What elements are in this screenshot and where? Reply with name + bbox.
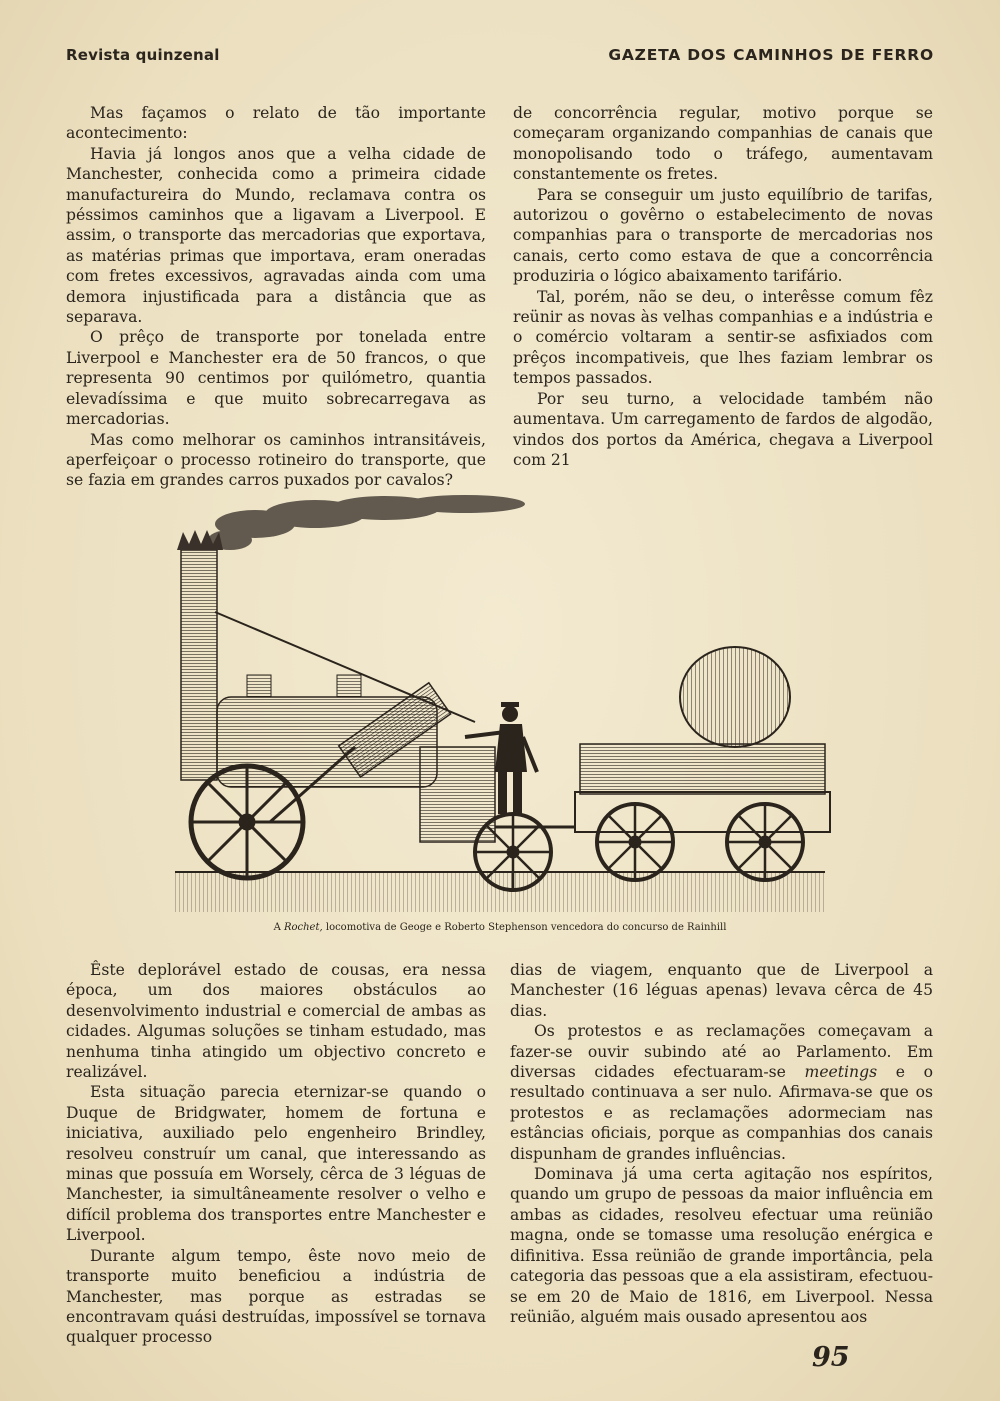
paragraph-text: Os protestos e as reclamações começavam a fazer-se ouvir subindo até ao Parlamento. Em diversas cidades efectuaram-se	[510, 1022, 933, 1082]
paragraph: Por seu turno, a velocidade também não aumentava. Um carregamento de fardos de algodão, vindos dos portos da América, chegava a Liverpool com 21	[513, 389, 933, 469]
paragraph: Êste deplorável estado de cousas, era nessa época, um dos maiores obstáculos ao desenvolvimento industrial e comercial de ambas as cidades. Algumas soluções se tinham estudado, mas nenhuma tinha atingido um objectivo concreto e realizável.	[66, 961, 486, 1082]
boiler	[215, 612, 495, 842]
tender-wagon	[495, 647, 830, 832]
column-bottom-right	[510, 960, 933, 1327]
locomotive-engraving	[175, 492, 835, 918]
header-right: GAZETA DOS CAMINHOS DE FERRO	[608, 46, 934, 64]
caption-italic: Rochet,	[283, 922, 323, 933]
rear-wheel	[475, 814, 551, 890]
paragraph: dias de viagem, enquanto que de Liverpool a Manchester (16 léguas apenas) levava cêrca de 45 dias.	[510, 961, 933, 1020]
column-top-right	[513, 103, 933, 470]
header-left: Revista quinzenal	[66, 46, 220, 64]
paragraph: Para se conseguir um justo equilíbrio de tarifas, autorizou o govêrno o estabelecimento de novas companhias para o transporte de mercadorias nos canais, certo como estava de que a concorrência produziria o lógico abaixamento tarifário.	[513, 185, 933, 286]
figure-caption	[140, 922, 860, 933]
caption-rest: locomotiva de Geoge e Roberto Stephenson vencedora do concurso de Rainhill	[322, 922, 727, 933]
emphasis-meetings: meetings	[804, 1063, 878, 1082]
column-top-left	[66, 103, 486, 491]
caption-prefix: A	[273, 922, 284, 933]
paragraph: Mas como melhorar os caminhos intransitáveis, aperfeiçoar o processo rotineiro do transporte, que se fazia em grandes carros puxados por cavalos?	[66, 430, 486, 490]
running-header	[66, 46, 934, 70]
column-bottom-left	[66, 960, 486, 1348]
ground	[175, 872, 825, 912]
paragraph: Durante algum tempo, êste novo meio de transporte muito beneficiou a indústria de Manchester, mas porque as estradas se encontravam quási destruídas, impossível se tornava qualquer processo	[66, 1246, 486, 1347]
paragraph-text: e o resultado continuava a ser nulo. Afirmava-se que os protestos e as reclamações adormeciam nas estâncias oficiais, porque as companhias dos canais dispunham de grandes influências.	[510, 1063, 934, 1163]
smoke	[208, 495, 525, 550]
chimney	[177, 530, 223, 780]
paragraph: O prêço de transporte por tonelada entre Liverpool e Manchester era de 50 francos, o que representa 90 centimos por quilómetro, quantia elevadíssima e que muito sobrecarregava as mercadorias.	[66, 328, 486, 429]
paragraph	[510, 1021, 933, 1164]
paragraph: Dominava já uma certa agitação nos espíritos, quando um grupo de pessoas da maior influência em ambas as cidades, resolveu efectuar uma reünião magna, onde se tomasse uma resolução enérgica e difinitiva. Essa reünião de grande importância, pela categoria das pessoas que a ela assistiram, efectuou-se em 20 de Maio de 1816, em Liverpool. Nessa reünião, alguém mais ousado apresentou aos	[510, 1165, 933, 1326]
paragraph: Esta situação parecia eternizar-se quando o Duque de Bridgwater, homem de fortuna e iniciativa, auxiliado pelo engenheiro Brindley, resolveu construír um canal, que interessando as minas que possuía em Worsely, cêrca de 3 léguas de Manchester, ia simultâneamente resolver o velho e difícil problema dos transportes entre Manchester e Liverpool.	[66, 1083, 486, 1245]
tender-wheel-rear	[727, 804, 803, 880]
paragraph: de concorrência regular, motivo porque se começaram organizando companhias de canais que monopolisando todo o tráfego, aumentavam constantemente os fretes.	[513, 104, 933, 184]
paragraph: Mas façamos o relato de tão importante acontecimento:	[66, 104, 486, 143]
drive-wheel	[191, 766, 303, 878]
paragraph: Havia já longos anos que a velha cidade de Manchester, conhecida como a primeira cidade manufactureira do Mundo, reclamava contra os péssimos caminhos que a ligavam a Liverpool. E assim, o transporte das mercadorias que exportava, as matérias primas que importava, eram oneradas com fretes excessivos, agravadas ainda com uma demora injustificada para a distância que as separava.	[66, 144, 486, 327]
page-number: 95	[812, 1342, 850, 1373]
paragraph: Tal, porém, não se deu, o interêsse comum fêz reünir as novas às velhas companhias e a indústria e o comércio voltaram a sentir-se asfixiados com prêços incompativeis, que lhes faziam lembrar os tempos passados.	[513, 287, 933, 388]
tender-wheel-front	[597, 804, 673, 880]
